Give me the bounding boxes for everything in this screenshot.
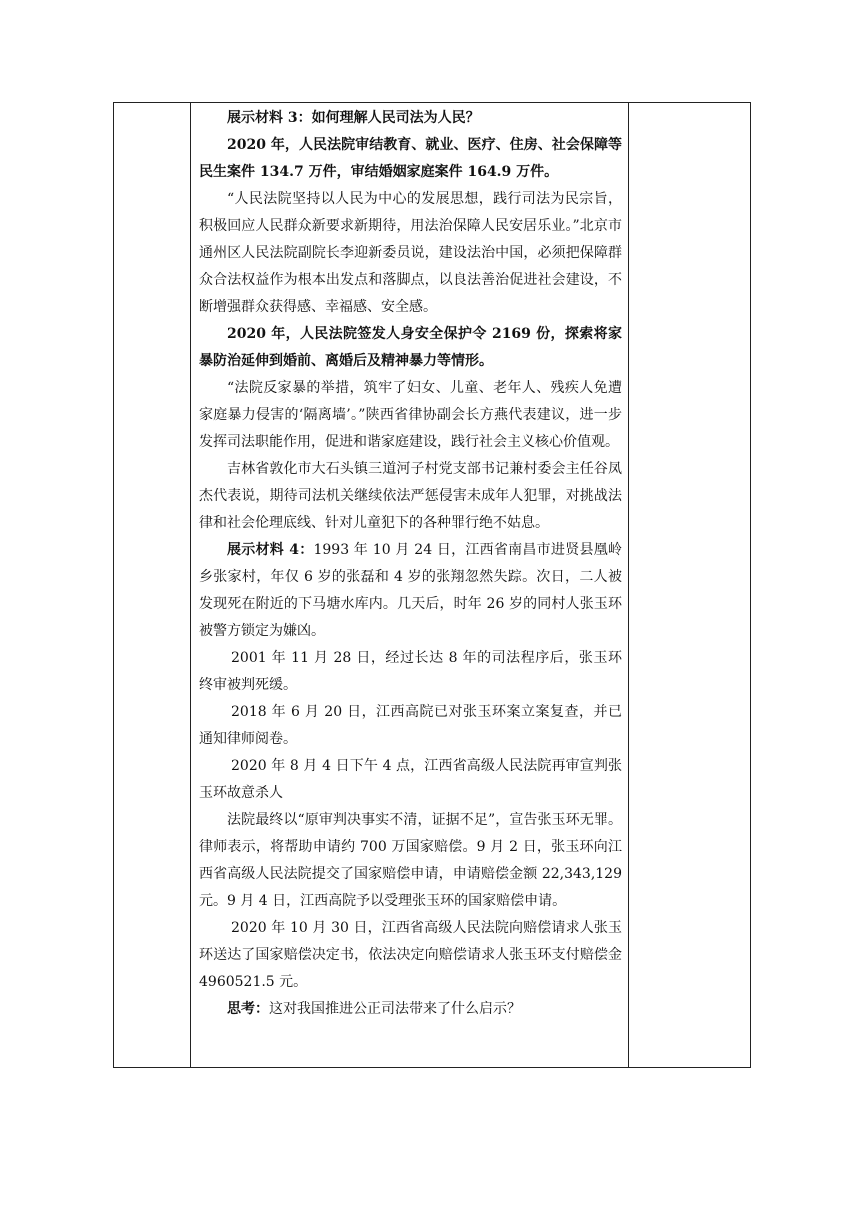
material3-paragraph-4: “法院反家暴的举措，筑牢了妇女、儿童、老年人、残疾人免遭家庭暴力侵害的‘隔离墙’。”陕西省律协副会长方燕代表建议，进一步发挥司法职能作用，促进和谐家庭建设，践行社会主义核心价值观。 — [199, 380, 622, 450]
left-column-cell — [114, 103, 191, 1068]
content-body — [191, 103, 628, 1027]
material3-paragraph-3: 2020 年，人民法院签发人身安全保护令 2169 份，探索将家暴防治延伸到婚前、离婚后及精神暴力等情形。 — [199, 326, 622, 369]
material4-text: 1993 年 10 月 24 日，江西省南昌市进贤县凰岭乡张家村，年仅 6 岁的张磊和 4 岁的张翔忽然失踪。次日，二人被发现死在附近的下马塘水库内。几天后，时年 26 岁的同村人张玉环被警方锁定为嫌凶。 — [199, 542, 622, 639]
material4-paragraph-1 — [199, 537, 622, 645]
material3-paragraph-5: 吉林省敦化市大石头镇三道河子村党支部书记兼村委会主任谷凤杰代表说，期待司法机关继续依法严惩侵害未成年人犯罪，对挑战法律和社会伦理底线、针对儿童犯下的各种罪行绝不姑息。 — [199, 461, 622, 531]
material3-paragraph-2: “人民法院坚持以人民为中心的发展思想，践行司法为民宗旨，积极回应人民群众新要求新期待，用法治保障人民安居乐业。”北京市通州区人民法院副院长李迎新委员说，建设法治中国，必须把保障群众合法权益作为根本出发点和落脚点，以良法善治促进社会建设，不断增强群众获得感、幸福感、安全感。 — [199, 191, 622, 315]
material4-paragraph-6: 2020 年 10 月 30 日，江西省高级人民法院向赔偿请求人张玉环送达了国家赔偿决定书，依法决定向赔偿请求人张玉环支付赔偿金 4960521.5 元。 — [199, 920, 622, 990]
material4-paragraph-3: 2018 年 6 月 20 日，江西高院已对张玉环案立案复查，并已通知律师阅卷。 — [199, 704, 622, 747]
content-cell — [191, 103, 629, 1068]
material3-heading: 展示材料 3：如何理解人民司法为人民？ — [227, 110, 480, 126]
material4-label: 展示材料 4： — [227, 542, 314, 558]
material4-paragraph-2: 2001 年 11 月 28 日，经过长达 8 年的司法程序后，张玉环终审被判死缓。 — [199, 650, 622, 693]
think-text: 这对我国推进公正司法带来了什么启示？ — [269, 1001, 521, 1017]
think-label: 思考： — [227, 1001, 269, 1017]
right-column-cell — [629, 103, 751, 1068]
lesson-table — [113, 102, 751, 1068]
table-row — [114, 103, 751, 1068]
think-paragraph — [199, 996, 622, 1023]
material4-paragraph-5: 法院最终以“原审判决事实不清，证据不足”，宣告张玉环无罪。律师表示，将帮助申请约 700 万国家赔偿。9 月 2 日，张玉环向江西省高级人民法院提交了国家赔偿申请，申请赔偿金额 22,343,129 元。9 月 4 日，江西高院予以受理张玉环的国家赔偿申请。 — [199, 812, 622, 909]
material3-paragraph-1: 2020 年，人民法院审结教育、就业、医疗、住房、社会保障等民生案件 134.7 万件，审结婚姻家庭案件 164.9 万件。 — [199, 137, 622, 180]
material4-paragraph-4: 2020 年 8 月 4 日下午 4 点，江西省高级人民法院再审宣判张玉环故意杀人 — [199, 758, 622, 801]
